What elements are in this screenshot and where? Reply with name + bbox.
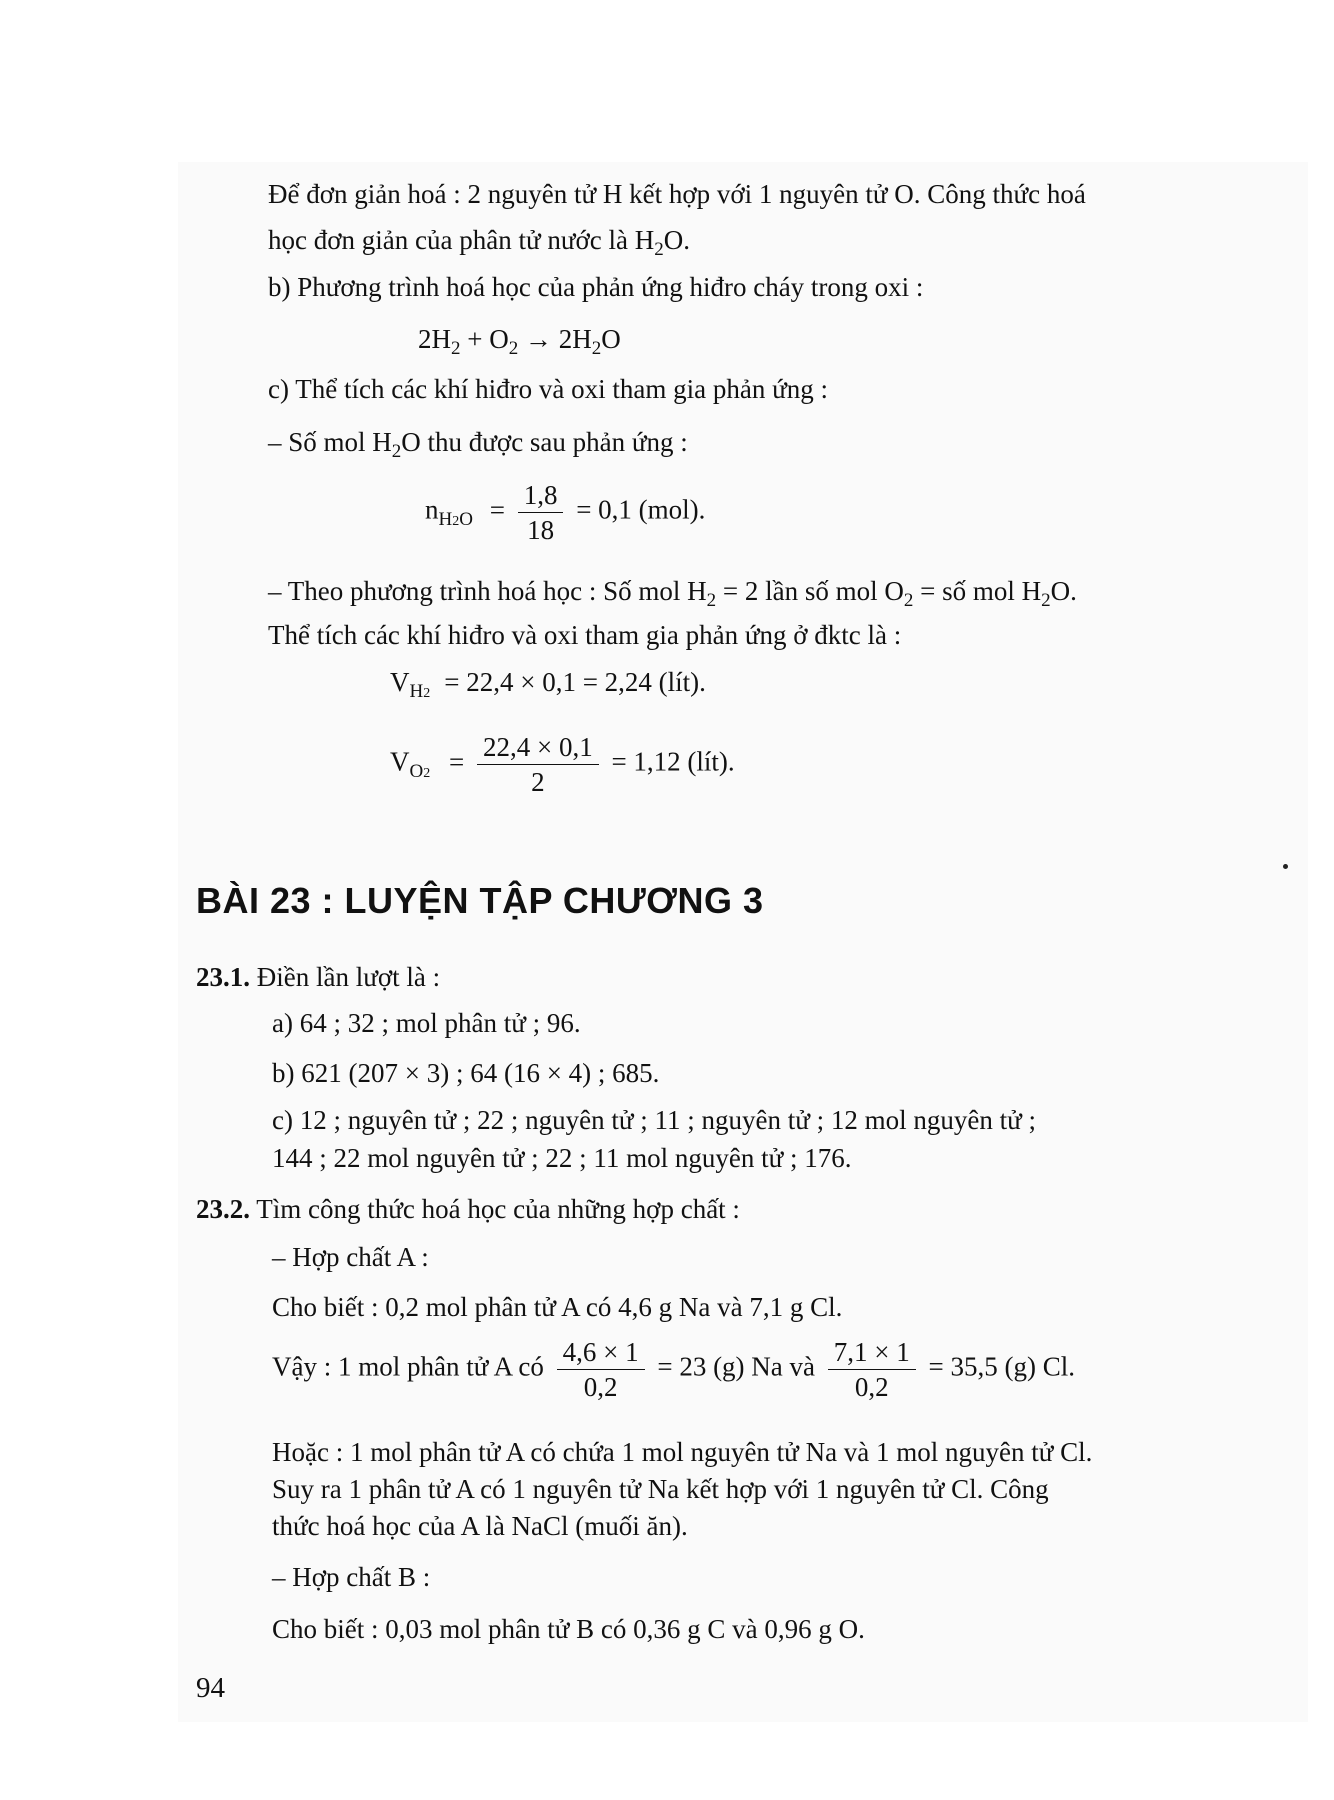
text-line: học đơn giản của phân tử nước là $H_2O$. — [268, 225, 690, 260]
section-heading: BÀI 23 : LUYỆN TẬP CHƯƠNG 3 — [196, 880, 764, 921]
text-line: c) 12 ; nguyên tử ; 22 ; nguyên tử ; 11 ; nguyên tử ; 12 mol nguyên tử ; — [272, 1105, 1036, 1135]
stray-dot — [1283, 864, 1288, 869]
exercise-title: 23.1. Điền lần lượt là : — [196, 962, 441, 992]
text-line: 144 ; 22 mol nguyên tử ; 22 ; 11 mol nguyên tử ; 176. — [272, 1143, 852, 1173]
equation: $2H_2 + O_2 \to 2H_2O$ — [418, 324, 621, 359]
text-line: Cho biết : 0,03 mol phân tử B có 0,36 g C và 0,96 g O. — [272, 1614, 865, 1644]
fraction: $\frac{1,8}{18}$ — [518, 478, 564, 547]
text-line: thức hoá học của A là NaCl (muối ăn). — [272, 1511, 688, 1541]
fraction: $\frac{22,4 \times 0,1}{2}$ — [477, 730, 599, 799]
text-line: b) 621 (207 × 3) ; 64 (16 × 4) ; 685. — [272, 1058, 660, 1088]
text-line: – Số mol $H_2O$ thu được sau phản ứng : — [268, 427, 688, 462]
volume-h2: $V_{H2} = 22,4 \times 0,1 = 2,24$ (lít). — [390, 667, 706, 702]
text-line: Hoặc : 1 mol phân tử A có chứa 1 mol nguyên tử Na và 1 mol nguyên tử Cl. — [272, 1437, 1093, 1467]
text-line: Suy ra 1 phân tử A có 1 nguyên tử Na kết hợp với 1 nguyên tử Cl. Công — [272, 1474, 1049, 1504]
mass-equation: Vậy : 1 mol phân tử A có $\frac{4,6 \times 1}{0,2}$ = 23 (g) Na và $\frac{7,1 \times 1}{0,2}$ = 35,5 (g) Cl. — [272, 1337, 1075, 1402]
mol-equation: $n_{H2O}$ = $\frac{1,8}{18}$ = 0,1 (mol). — [425, 480, 706, 545]
text-line: b) Phương trình hoá học của phản ứng hiđro cháy trong oxi : — [268, 272, 924, 302]
text-line: c) Thể tích các khí hiđro và oxi tham gia phản ứng : — [268, 374, 828, 404]
fraction: $\frac{4,6 \times 1}{0,2}$ — [557, 1335, 645, 1404]
exercise-title: 23.2. Tìm công thức hoá học của những hợp chất : — [196, 1194, 740, 1224]
text-line: Để đơn giản hoá : 2 nguyên tử H kết hợp với 1 nguyên tử O. Công thức hoá — [268, 179, 1086, 209]
fraction: $\frac{7,1 \times 1}{0,2}$ — [828, 1335, 916, 1404]
page-number: 94 — [196, 1672, 225, 1704]
text-line: – Hợp chất A : — [272, 1242, 429, 1272]
text-line: Cho biết : 0,2 mol phân tử A có 4,6 g Na và 7,1 g Cl. — [272, 1292, 843, 1322]
volume-o2: $V_{O2}$ = $\frac{22,4 \times 0,1}{2}$ = 1,12 (lít). — [390, 732, 735, 797]
text-line: – Theo phương trình hoá học : Số mol $H_2 = 2$ lần số mol $O_2$ = số mol $H_2O$. — [268, 576, 1077, 611]
text-line: – Hợp chất B : — [272, 1562, 431, 1592]
text-line: Thể tích các khí hiđro và oxi tham gia phản ứng ở đktc là : — [268, 620, 902, 650]
text-line: a) 64 ; 32 ; mol phân tử ; 96. — [272, 1008, 581, 1038]
